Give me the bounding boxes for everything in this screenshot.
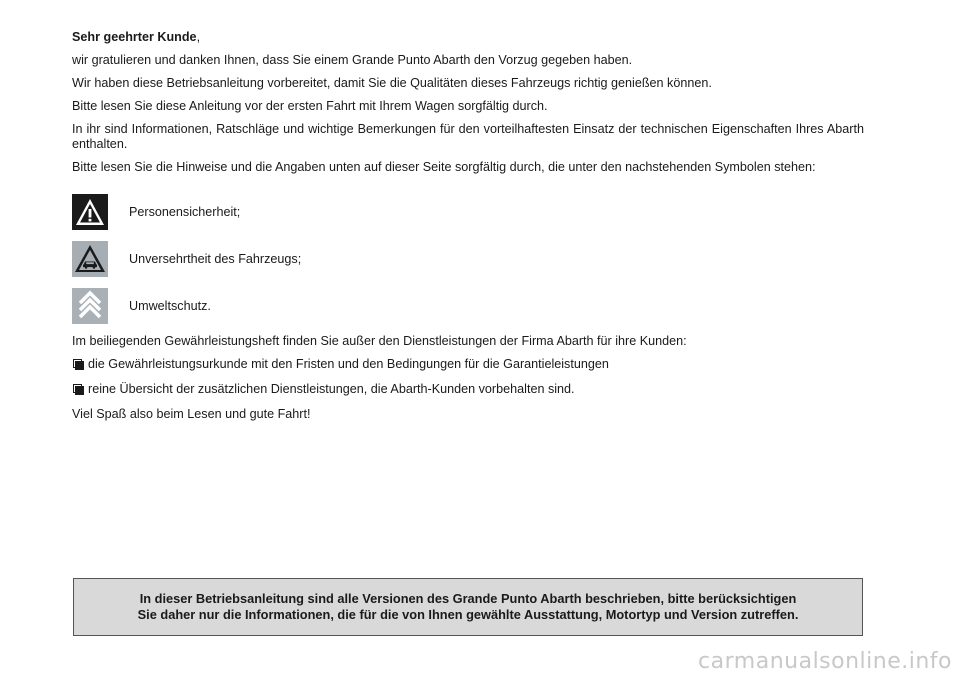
greeting-bold: Sehr geehrter Kunde	[72, 30, 197, 44]
watermark: carmanualsonline.info	[698, 649, 952, 674]
warning-triangle-icon	[72, 194, 108, 230]
bullet-text: die Gewährleistungsurkunde mit den Fristen und den Bedingungen für die Garantieleistungen	[88, 357, 609, 371]
symbol-label-vehicle-integrity: Unversehrtheit des Fahrzeugs;	[129, 252, 302, 266]
greeting	[72, 30, 864, 45]
closing-line: Viel Spaß also beim Lesen und gute Fahrt!	[72, 407, 311, 421]
warranty-intro: Im beiliegenden Gewährleistungsheft finden Sie außer den Dienstleistungen der Firma Abarth für ihre Kunden:	[72, 334, 687, 348]
environment-icon	[72, 288, 108, 324]
page-content	[72, 30, 864, 430]
box-bullet-icon	[73, 359, 82, 368]
symbol-legend	[72, 193, 864, 325]
symbol-row-vehicle-integrity	[72, 240, 864, 278]
notice-line-1: In dieser Betriebsanleitung sind alle Versionen des Grande Punto Abarth beschrieben, bitte berücksichtigen	[139, 591, 797, 606]
intro-paragraph-3: Bitte lesen Sie diese Anleitung vor der ersten Fahrt mit Ihrem Wagen sorgfältig durch.	[72, 99, 548, 113]
greeting-rest: ,	[196, 30, 201, 44]
intro-paragraph-4: In ihr sind Informationen, Ratschläge und wichtige Bemerkungen für den vorteilhaftesten Einsatz der technischen Eigenschaften Ihres Abarth enthalten.	[72, 122, 864, 151]
bullet-item	[72, 382, 864, 397]
bullet-item	[72, 357, 864, 372]
intro-paragraph-2: Wir haben diese Betriebsanleitung vorbereitet, damit Sie die Qualitäten dieses Fahrzeugs richtig genießen können.	[72, 76, 712, 90]
intro-paragraph-1: wir gratulieren und danken Ihnen, dass Sie einem Grande Punto Abarth den Vorzug gegeben haben.	[72, 53, 633, 67]
intro-paragraph-5: Bitte lesen Sie die Hinweise und die Angaben unten auf dieser Seite sorgfältig durch, die unter den nachstehenden Symbolen stehen:	[72, 160, 816, 174]
car-warning-icon	[72, 241, 108, 277]
symbol-label-environment: Umweltschutz.	[129, 299, 211, 313]
symbol-label-personal-safety: Personensicherheit;	[129, 205, 241, 219]
notice-box	[73, 578, 863, 636]
box-bullet-icon	[73, 384, 82, 393]
bullet-text: reine Übersicht der zusätzlichen Dienstleistungen, die Abarth-Kunden vorbehalten sind.	[88, 382, 575, 396]
symbol-row-environment	[72, 287, 864, 325]
symbol-row-personal-safety	[72, 193, 864, 231]
notice-line-2: Sie daher nur die Informationen, die für die von Ihnen gewählte Ausstattung, Motortyp und Version zutreffen.	[137, 607, 799, 622]
